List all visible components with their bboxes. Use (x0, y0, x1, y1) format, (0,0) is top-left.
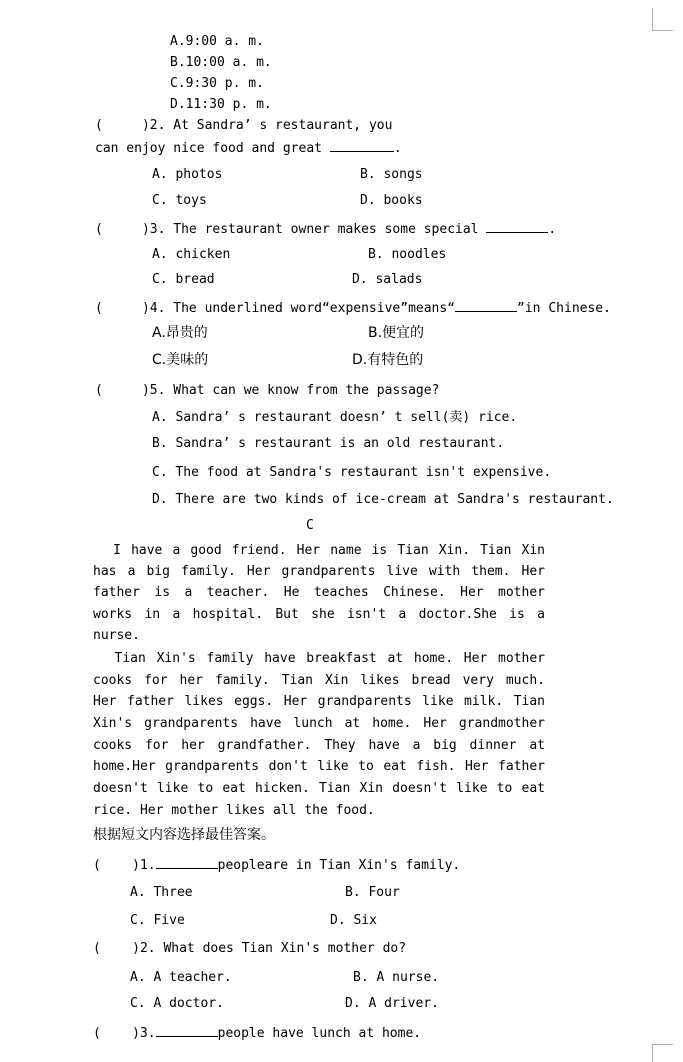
passage-line: Tian Xin's family have breakfast at home. Her mother (93, 651, 545, 666)
q3-option-a: A. chicken (152, 247, 231, 262)
page-corner-mark-bottom (652, 1044, 673, 1062)
instruction-text: 根据短文内容选择最佳答案。 (93, 827, 275, 843)
passage-line: has a big family. Her grandparents live with them. Her (93, 564, 545, 579)
section-heading: C (306, 518, 314, 533)
q1-option-c: C.9:30 p. m. (170, 76, 264, 91)
q2-stem-line2: can enjoy nice food and great . (95, 141, 402, 156)
c-q2-option-d: D. A driver. (345, 996, 439, 1011)
q4-option-a: A.昂贵的 (152, 325, 208, 341)
q5-stem: ( )5. What can we know from the passage? (95, 383, 440, 398)
passage-line: rice. Her mother likes all the food. (93, 803, 375, 818)
q2-answer-blank[interactable] (330, 139, 394, 152)
q4-option-c: C.美味的 (152, 352, 209, 368)
c-q1-option-c: C. Five (130, 913, 185, 928)
c-q3-stem: ( )3. people have lunch at home. (93, 1026, 422, 1041)
c-q1-option-a: A. Three (130, 885, 193, 900)
q2-option-b: B. songs (360, 167, 423, 182)
q1-option-b: B.10:00 a. m. (170, 55, 272, 70)
c-q1-stem: ( )1. peopleare in Tian Xin's family. (93, 858, 461, 873)
q4-stem: ( )4. The underlined word“expensive”means“ ”in Chinese. (95, 301, 611, 316)
q3-answer-blank[interactable] (486, 220, 548, 233)
passage-line: father is a teacher. He teaches Chinese. Her mother (93, 585, 545, 600)
q2-option-d: D. books (360, 193, 423, 208)
passage-line: doesn't like to eat hicken. Tian Xin doesn't like to eat (93, 781, 545, 796)
q3-option-d: D. salads (352, 272, 423, 287)
q1-option-a: A.9:00 a. m. (170, 34, 264, 49)
q5-option-a: A. Sandra’ s restaurant doesn’ t sell(卖) rice. (152, 410, 518, 425)
c-q2-option-b: B. A nurse. (353, 970, 440, 985)
passage-line: I have a good friend. Her name is Tian Xin. Tian Xin (93, 543, 545, 558)
passage-line: cooks for her family. Tian Xin likes bread very much. (93, 673, 545, 688)
c-q1-option-d: D. Six (330, 913, 377, 928)
passage-line: Her father likes eggs. Her grandparents like milk. Tian (93, 694, 545, 709)
passage-line: cooks for her grandfather. They have a big dinner at (93, 738, 545, 753)
q4-answer-blank[interactable] (455, 299, 517, 312)
q3-option-c: C. bread (152, 272, 215, 287)
q5-option-c: C. The food at Sandra's restaurant isn't expensive. (152, 465, 552, 480)
c-q1-answer-blank[interactable] (156, 856, 218, 869)
q2-option-a: A. photos (152, 167, 223, 182)
q3-option-b: B. noodles (368, 247, 447, 262)
c-q2-option-a: A. A teacher. (130, 970, 232, 985)
passage-line: home.Her grandparents don't like to eat fish. Her father (93, 759, 545, 774)
c-q3-answer-blank[interactable] (156, 1024, 218, 1037)
c-q1-option-b: B. Four (345, 885, 400, 900)
q4-option-d: D.有特色的 (352, 352, 424, 368)
q4-option-b: B.便宜的 (368, 325, 425, 341)
passage-line: Xin's grandparents have lunch at home. Her grandmother (93, 716, 545, 731)
page-corner-mark-top (652, 8, 673, 31)
q1-option-d: D.11:30 p. m. (170, 97, 272, 112)
q2-stem-line1: ( )2. At Sandra’ s restaurant, you (95, 118, 393, 133)
q3-stem: ( )3. The restaurant owner makes some special . (95, 222, 557, 237)
q2-option-c: C. toys (152, 193, 207, 208)
c-q2-stem: ( )2. What does Tian Xin's mother do? (93, 941, 407, 956)
q5-option-b: B. Sandra’ s restaurant is an old restaurant. (152, 436, 505, 451)
q5-option-d: D. There are two kinds of ice-cream at Sandra's restaurant. (152, 492, 614, 507)
passage-line: nurse. (93, 628, 140, 643)
c-q2-option-c: C. A doctor. (130, 996, 224, 1011)
passage-line: works in a hospital. But she isn't a doctor.She is a (93, 607, 545, 622)
